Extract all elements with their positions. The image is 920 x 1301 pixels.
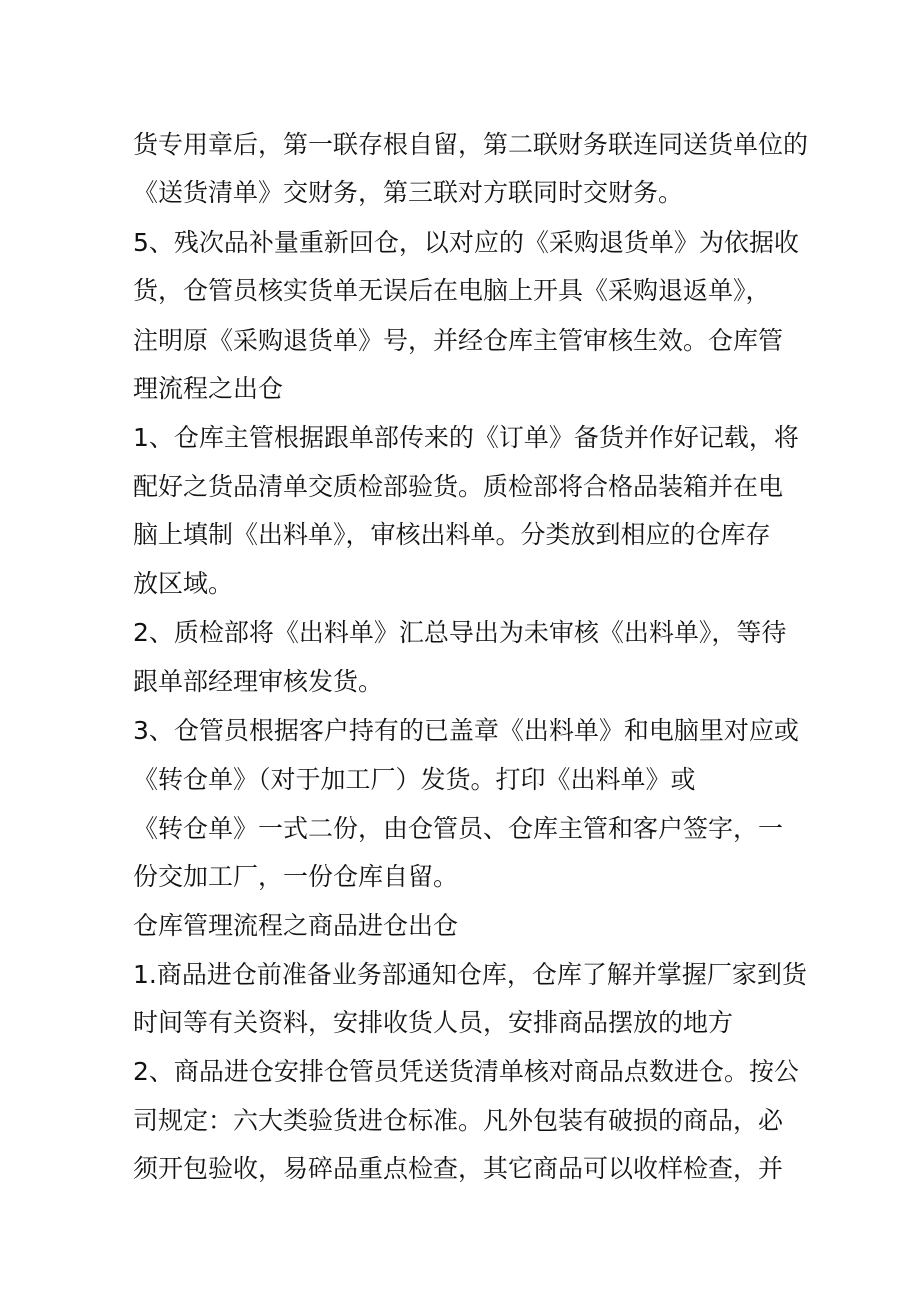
text-line: 《转仓单》一式二份，由仓管员、仓库主管和客户签字，一 (133, 814, 784, 843)
text-line: 理流程之出仓 (133, 374, 284, 403)
text-line: 1.商品进仓前准备业务部通知仓库，仓库了解并掌握厂家到货 (133, 960, 807, 989)
text-line: 放区域。 (133, 569, 234, 598)
text-line: 时间等有关资料，安排收货人员，安排商品摆放的地方 (133, 1008, 734, 1037)
text-line: 配好之货品清单交质检部验货。质检部将合格品装箱并在电 (133, 472, 784, 501)
text-line: 3、仓管员根据客户持有的已盖章《出料单》和电脑里对应或 (133, 716, 799, 745)
text-line: 份交加工厂，一份仓库自留。 (133, 862, 459, 891)
text-line: 脑上填制《出料单》，审核出料单。分类放到相应的仓库存 (133, 520, 771, 549)
text-line: 货专用章后，第一联存根自留，第二联财务联连同送货单位的 (133, 130, 809, 159)
text-line: 2、商品进仓安排仓管员凭送货清单核对商品点数进仓。按公 (133, 1057, 799, 1086)
text-line: 2、质检部将《出料单》汇总导出为未审核《出料单》，等待 (133, 618, 787, 647)
text-line: 注明原《采购退货单》号，并经仓库主管审核生效。仓库管 (133, 326, 784, 355)
text-line: 1、仓库主管根据跟单部传来的《订单》备货并作好记载，将 (133, 423, 799, 452)
text-line: 须开包验收，易碎品重点检查，其它商品可以收样检查，并 (133, 1154, 784, 1183)
text-line: 货，仓管员核实货单无误后在电脑上开具《采购退返单》， (133, 276, 771, 305)
text-line: 跟单部经理审核发货。 (133, 667, 384, 696)
text-line: 仓库管理流程之商品进仓出仓 (133, 911, 459, 940)
text-line: 5、残次品补量重新回仓，以对应的《采购退货单》为依据收 (133, 228, 799, 257)
text-line: 司规定：六大类验货进仓标准。凡外包装有破损的商品，必 (133, 1106, 784, 1135)
text-line: 《送货清单》交财务，第三联对方联同时交财务。 (133, 178, 684, 207)
text-line: 《转仓单》（对于加工厂）发货。打印《出料单》或 (133, 765, 696, 794)
